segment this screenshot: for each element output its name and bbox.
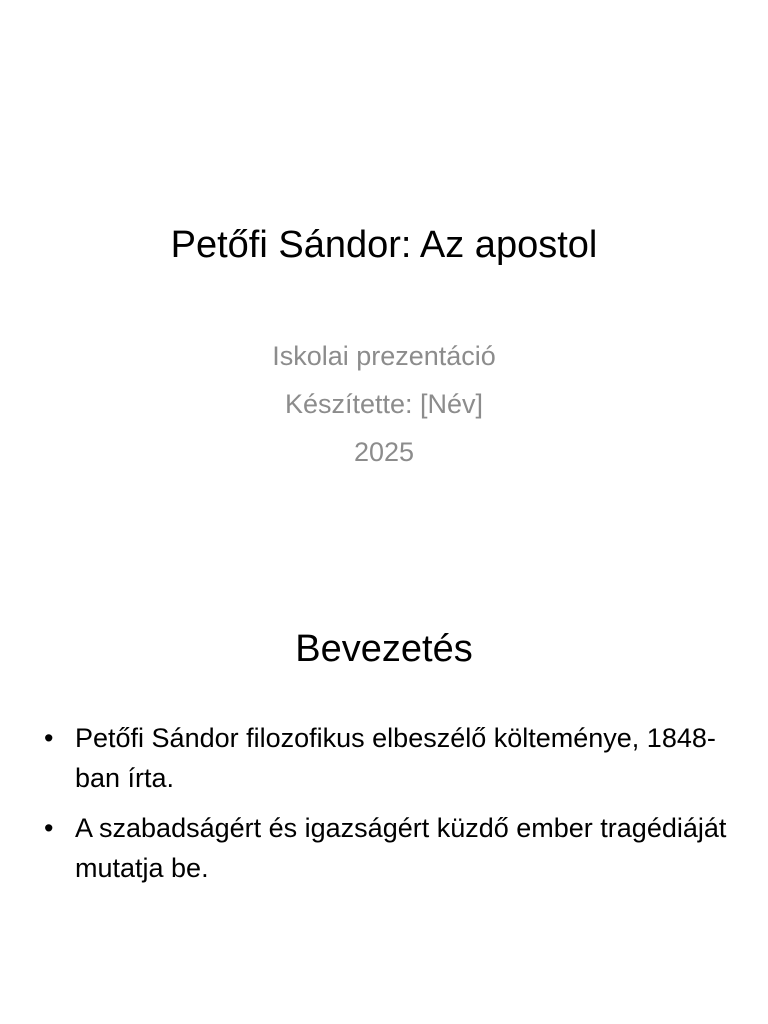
bullet-list [44, 718, 734, 898]
subtitle-line-author: Készítette: [Név] [284, 389, 484, 419]
bullet-icon: • [44, 813, 54, 843]
bullet-text: Petőfi Sándor filozofikus elbeszélő költeménye, 1848-ban írta. [75, 723, 716, 793]
bullet-icon: • [44, 723, 54, 753]
presentation-title: Petőfi Sándor: Az apostol [170, 224, 598, 266]
list-item [44, 808, 734, 888]
list-item [44, 718, 734, 798]
section-title: Bevezetés [295, 628, 473, 670]
subtitle-block [0, 332, 768, 476]
bullet-text: A szabadságért és igazságért küzdő ember tragédiáját mutatja be. [75, 813, 727, 883]
introduction-slide [0, 512, 768, 1024]
subtitle-line-type: Iskolai prezentáció [272, 341, 496, 371]
subtitle-line-year: 2025 [353, 437, 415, 467]
